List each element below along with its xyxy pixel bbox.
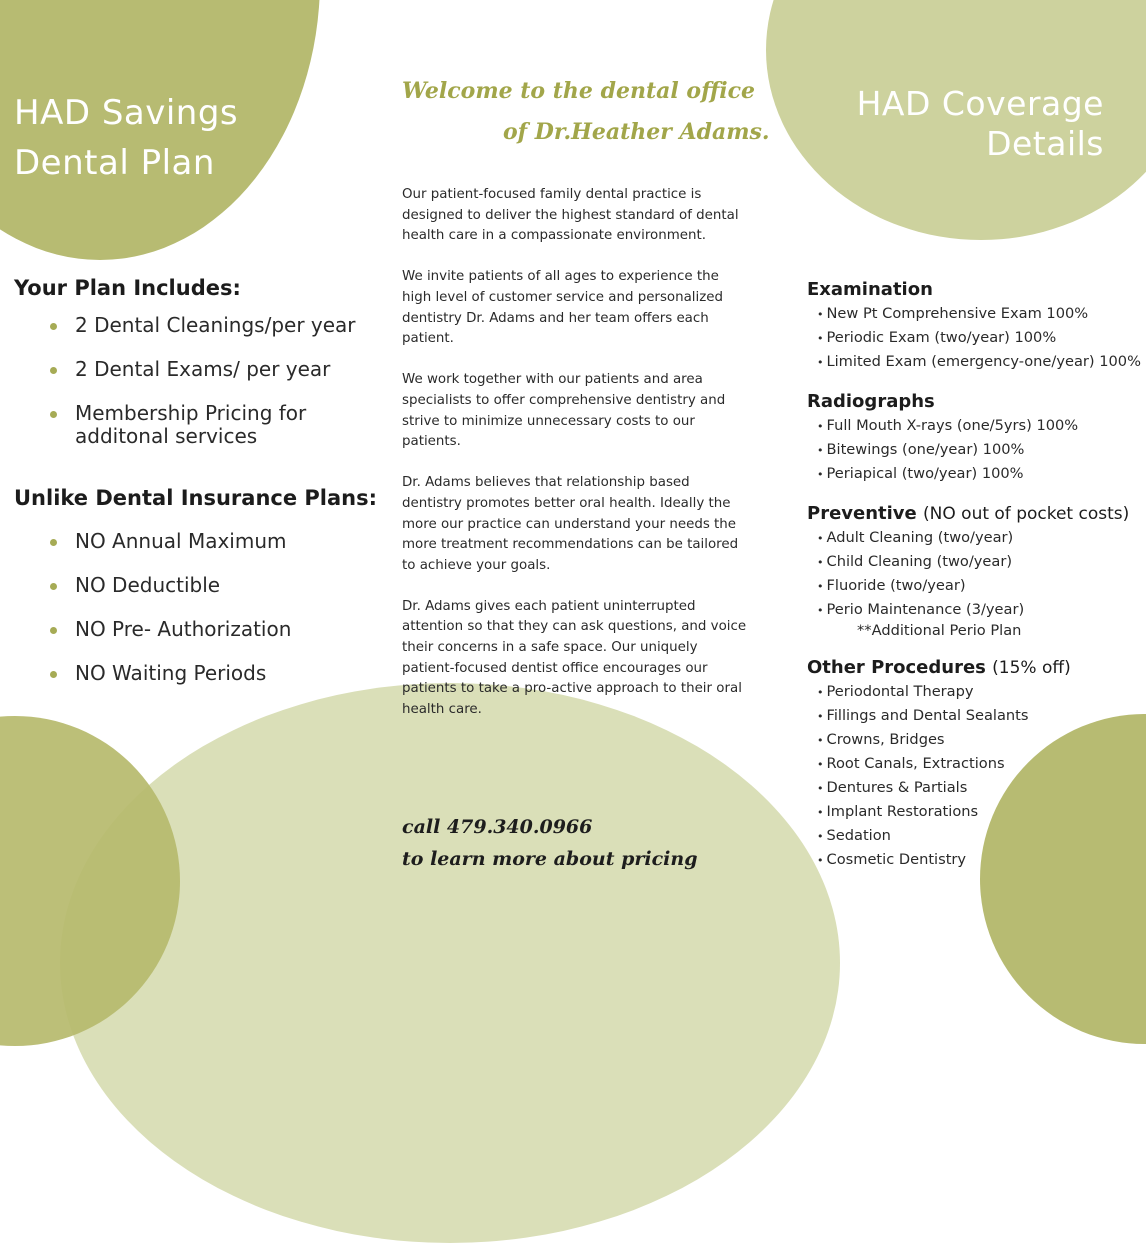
bullet-icon: • bbox=[817, 332, 824, 345]
examination-group bbox=[807, 278, 1146, 374]
bullet-dot-icon bbox=[50, 367, 57, 374]
bullet-dot-icon bbox=[50, 539, 57, 546]
plan-title-line1: HAD Savings bbox=[14, 93, 239, 133]
bullet-dot-icon bbox=[50, 323, 57, 330]
call-pricing-text: to learn more about pricing bbox=[402, 848, 698, 870]
list-item: • Cosmetic Dentistry bbox=[817, 851, 967, 868]
list-item: NO Annual Maximum bbox=[50, 530, 370, 553]
bullet-dot-icon bbox=[50, 627, 57, 634]
unlike-insurance-list bbox=[50, 530, 370, 685]
paragraph: Dr. Adams gives each patient uninterrupted attention so that they can ask questions, and voice their concerns in a safe space. Our uniquely patient-focused dentist office encourages our patients to take a pro-active approach to their oral health care. bbox=[402, 598, 747, 717]
list-item: • Full Mouth X-rays (one/5yrs) 100% bbox=[817, 417, 1079, 434]
list-item: • New Pt Comprehensive Exam 100% bbox=[817, 305, 1089, 322]
list-item: • Fluoride (two/year) bbox=[817, 577, 966, 594]
bullet-icon: • bbox=[817, 758, 824, 771]
list-item: • Crowns, Bridges bbox=[817, 731, 945, 748]
list-item: 2 Dental Exams/ per year bbox=[50, 358, 370, 381]
list-item: • Dentures & Partials bbox=[817, 779, 968, 796]
welcome-line2: of Dr.Heather Adams. bbox=[503, 119, 770, 145]
list-item: • Adult Cleaning (two/year) bbox=[817, 529, 1014, 546]
bullet-icon: • bbox=[817, 710, 824, 723]
bullet-icon: • bbox=[817, 444, 824, 457]
bullet-dot-icon bbox=[50, 583, 57, 590]
other-procedures-heading: Other Procedures (15% off) bbox=[807, 657, 1071, 678]
bullet-icon: • bbox=[817, 830, 824, 843]
bullet-icon: • bbox=[817, 420, 824, 433]
other-procedures-group bbox=[807, 656, 1146, 872]
paragraph: We work together with our patients and area specialists to offer comprehensive dentistry and strive to minimize unnecessary costs to our patients. bbox=[402, 372, 726, 450]
list-item: • Perio Maintenance (3/year) bbox=[817, 601, 1025, 618]
preventive-heading: Preventive (NO out of pocket costs) bbox=[807, 503, 1130, 524]
paragraph: We invite patients of all ages to experience the high level of customer service and personalized dentistry Dr. Adams and her team offers each patient. bbox=[402, 269, 724, 347]
practice-description bbox=[402, 185, 752, 741]
coverage-title bbox=[857, 84, 1104, 164]
list-item: • Limited Exam (emergency-one/year) 100% bbox=[817, 353, 1141, 370]
bullet-icon: • bbox=[817, 734, 824, 747]
coverage-title-line2: Details bbox=[986, 124, 1104, 163]
list-item: • Bitewings (one/year) 100% bbox=[817, 441, 1025, 458]
bullet-icon: • bbox=[817, 580, 824, 593]
list-item: • Fillings and Dental Sealants bbox=[817, 707, 1029, 724]
bullet-icon: • bbox=[817, 854, 824, 867]
coverage-details bbox=[807, 278, 1146, 872]
bullet-icon: • bbox=[817, 356, 824, 369]
plan-includes-heading: Your Plan Includes: bbox=[14, 276, 241, 300]
plan-includes-list bbox=[50, 314, 370, 448]
list-item: 2 Dental Cleanings/per year bbox=[50, 314, 370, 337]
decorative-circle-bottom-middle bbox=[60, 683, 840, 1243]
bullet-icon: • bbox=[817, 532, 824, 545]
bullet-icon: • bbox=[817, 806, 824, 819]
plan-title-line2: Dental Plan bbox=[14, 143, 215, 183]
list-item: NO Pre- Authorization bbox=[50, 618, 370, 641]
paragraph: Dr. Adams believes that relationship based dentistry promotes better oral health. Ideally the more our practice can understand your needs the more treatment recommendations can be tailored to achieve your goals. bbox=[402, 475, 739, 573]
bullet-icon: • bbox=[817, 604, 824, 617]
list-item: NO Deductible bbox=[50, 574, 370, 597]
unlike-insurance-heading: Unlike Dental Insurance Plans: bbox=[14, 486, 377, 510]
list-item: • Periodic Exam (two/year) 100% bbox=[817, 329, 1057, 346]
paragraph: Our patient-focused family dental practice is designed to deliver the highest standard of dental health care in a compassionate environment. bbox=[402, 187, 739, 244]
bullet-icon: • bbox=[817, 468, 824, 481]
call-phone: call 479.340.0966 bbox=[402, 816, 593, 838]
bullet-dot-icon bbox=[50, 671, 57, 678]
list-item: Membership Pricing for additonal services bbox=[50, 402, 370, 448]
radiographs-heading: Radiographs bbox=[807, 391, 935, 412]
list-item: • Periodontal Therapy bbox=[817, 683, 974, 700]
coverage-title-line1: HAD Coverage bbox=[856, 84, 1104, 123]
other-procedures-subheading: (15% off) bbox=[992, 658, 1071, 678]
bullet-dot-icon bbox=[50, 411, 57, 418]
bullet-icon: • bbox=[817, 686, 824, 699]
bullet-icon: • bbox=[817, 556, 824, 569]
preventive-group bbox=[807, 502, 1146, 640]
list-item: • Periapical (two/year) 100% bbox=[817, 465, 1024, 482]
list-item: • Implant Restorations bbox=[817, 803, 979, 820]
welcome-line1: Welcome to the dental office bbox=[402, 78, 756, 104]
perio-plan-note: **Additional Perio Plan bbox=[857, 622, 1022, 639]
list-item: NO Waiting Periods bbox=[50, 662, 370, 685]
list-item: • Child Cleaning (two/year) bbox=[817, 553, 1013, 570]
list-item: • Root Canals, Extractions bbox=[817, 755, 1005, 772]
radiographs-group bbox=[807, 390, 1146, 486]
plan-title bbox=[14, 88, 238, 188]
bullet-icon: • bbox=[817, 782, 824, 795]
examination-heading: Examination bbox=[807, 279, 933, 300]
bullet-icon: • bbox=[817, 308, 824, 321]
preventive-subheading: (NO out of pocket costs) bbox=[923, 504, 1130, 524]
list-item: • Sedation bbox=[817, 827, 891, 844]
